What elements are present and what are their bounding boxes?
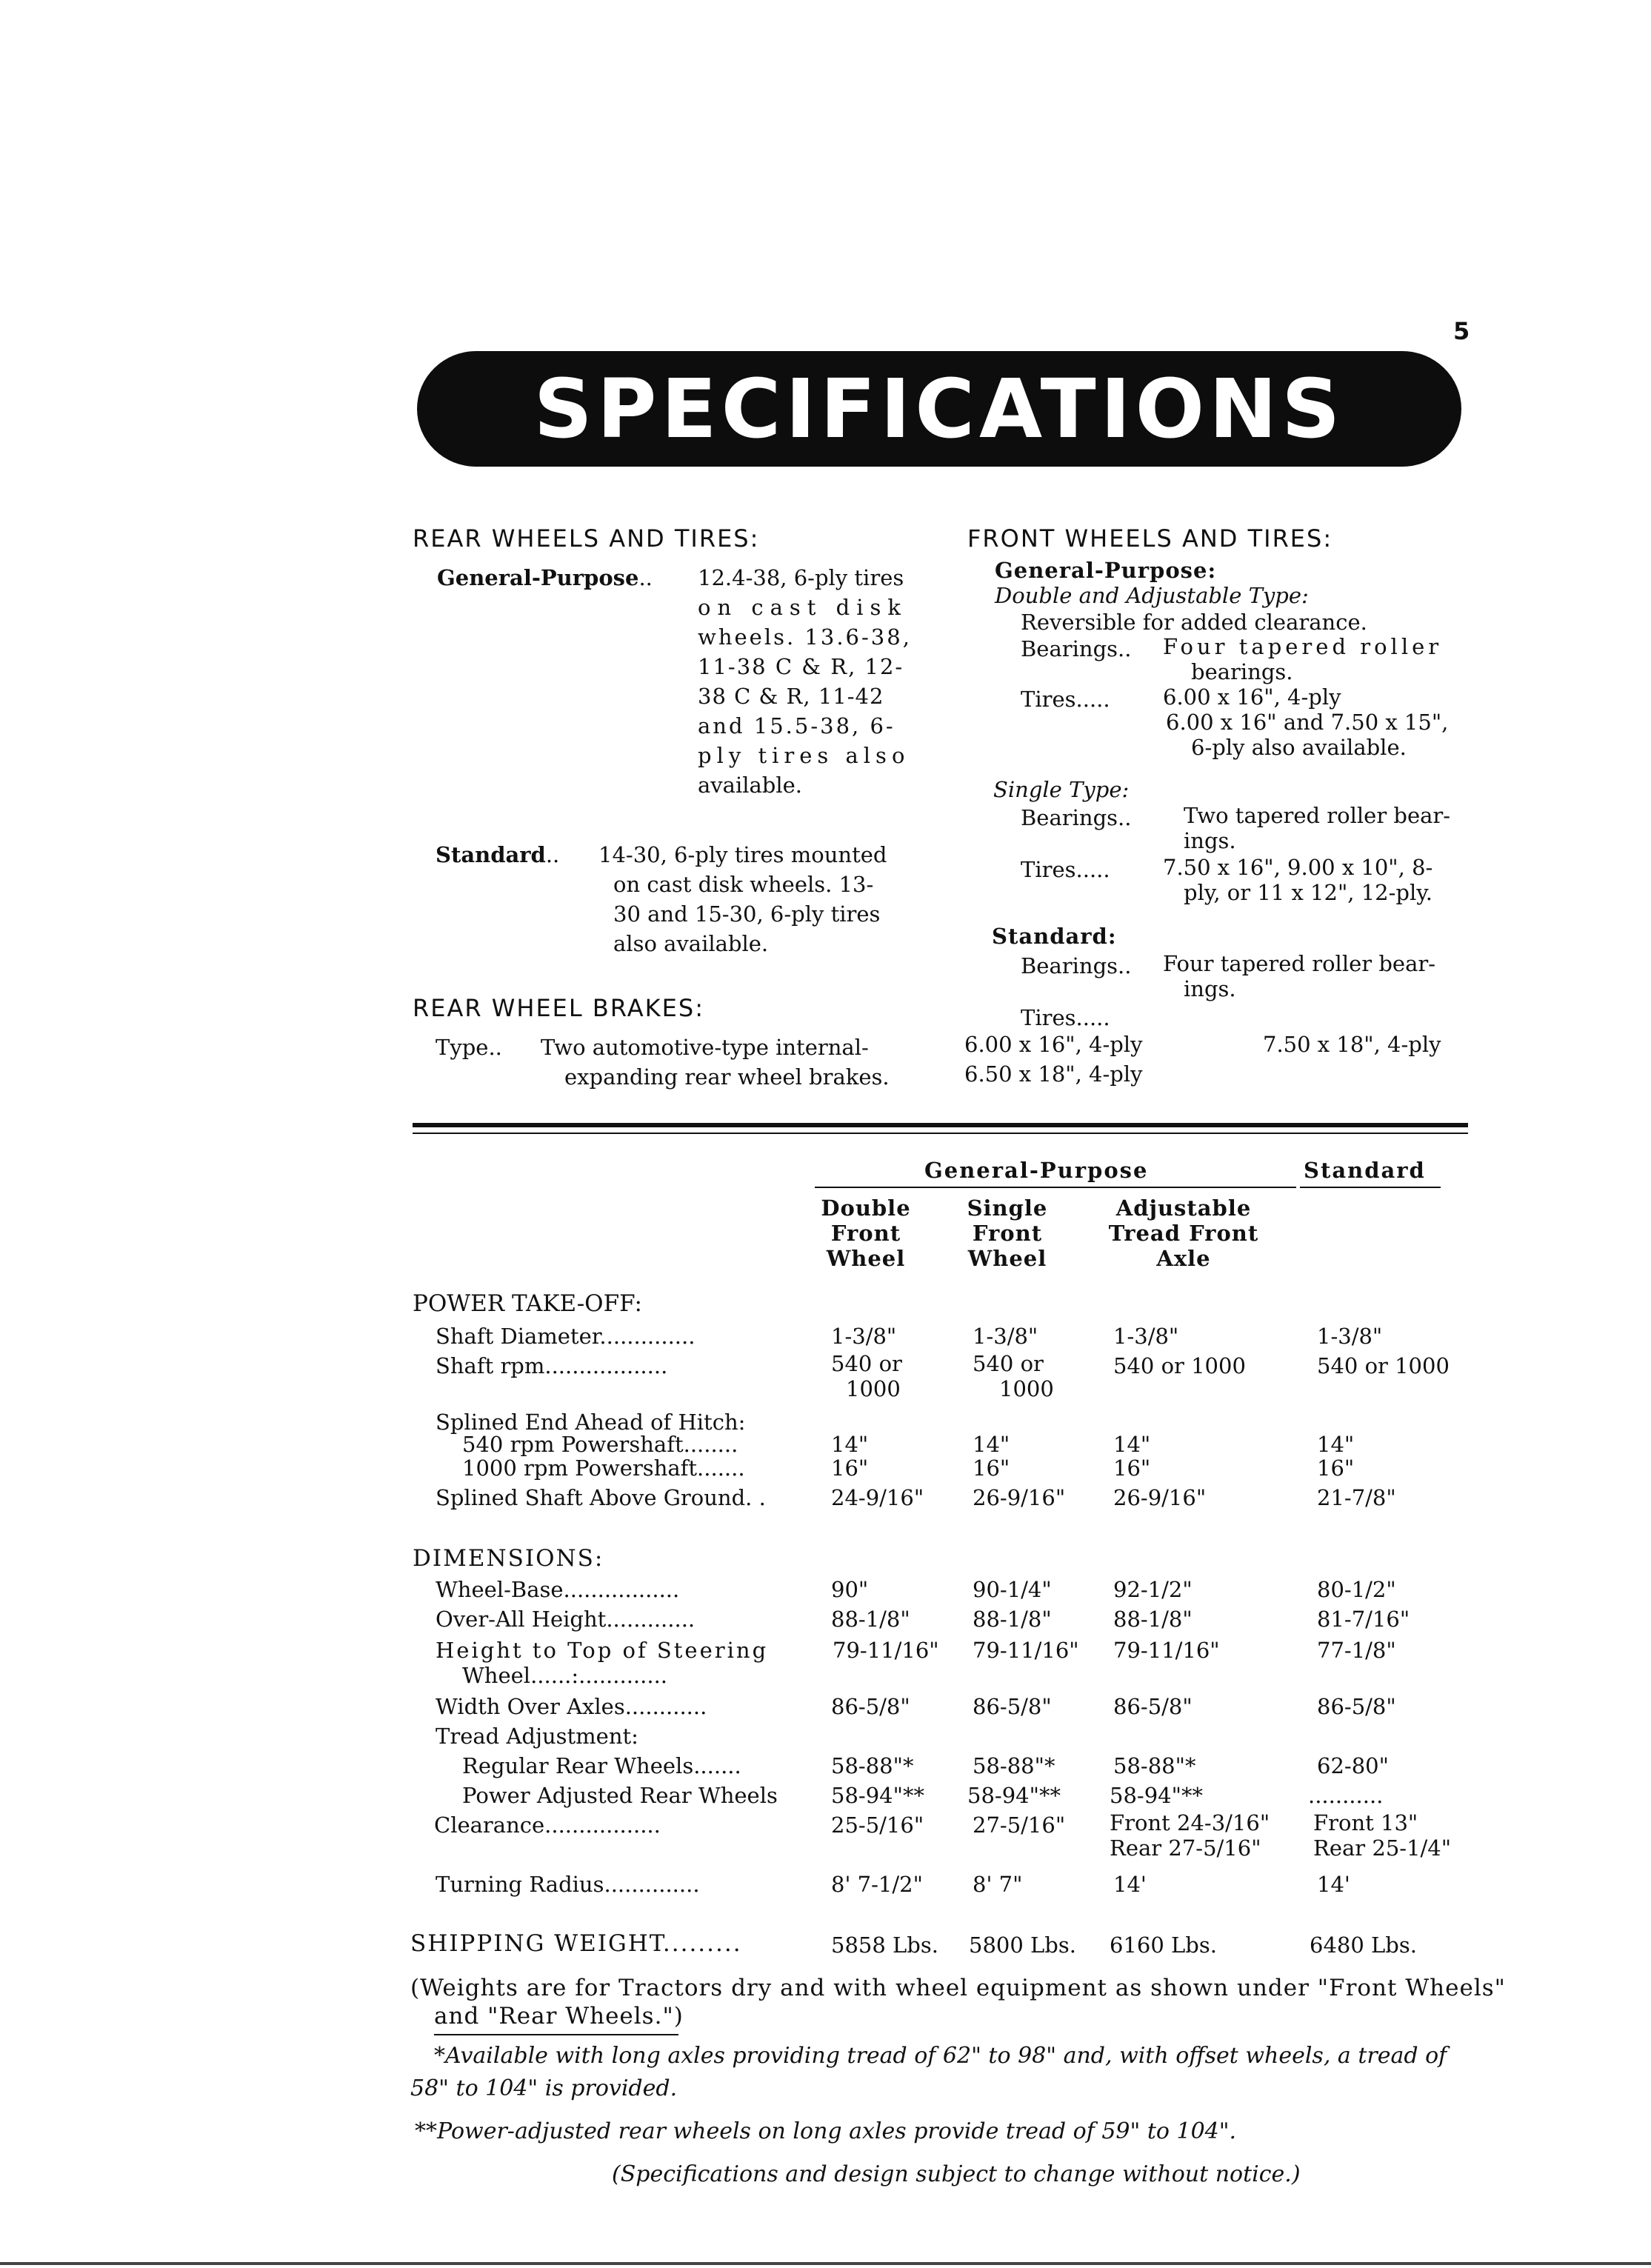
splined-end-label: Splined End Ahead of Hitch:	[436, 1410, 746, 1435]
footnote-rule	[434, 2034, 678, 2035]
standard-column-header: Standard	[1304, 1158, 1426, 1183]
power-rear-v3: 58-94"**	[1110, 1783, 1203, 1808]
front-wheels-heading: FRONT WHEELS AND TIRES:	[967, 524, 1333, 553]
steering-v2: 79-11/16"	[973, 1638, 1079, 1663]
shaft-diameter-label: Shaft Diameter..............	[436, 1324, 696, 1349]
footnote-1-line-1: *Available with long axles providing tread of 62" to 98" and, with offset wheels, a tread of	[434, 2043, 1447, 2069]
rear-std-label: Standard..	[436, 842, 560, 867]
regular-rear-v4: 62-80"	[1317, 1753, 1389, 1778]
regular-rear-label: Regular Rear Wheels.......	[462, 1753, 741, 1778]
dimensions-heading: DIMENSIONS:	[413, 1545, 604, 1572]
splined-shaft-v2: 26-9/16"	[973, 1485, 1066, 1510]
footnote-1-line-2: 58" to 104" is provided.	[410, 2075, 678, 2101]
rear-wheels-heading: REAR WHEELS AND TIRES:	[413, 524, 760, 553]
width-axles-v2: 86-5/8"	[973, 1694, 1052, 1719]
single-bearings-text: Two tapered roller bear- ings.	[1184, 803, 1451, 853]
col-header-adjustable: Adjustable Tread Front Axle	[1108, 1195, 1259, 1271]
overall-height-label: Over-All Height.............	[436, 1607, 696, 1632]
std-tires-text: 6.00 x 16", 4-ply 6.50 x 18", 4-ply	[964, 1032, 1143, 1087]
banner-title: SPECIFICATIONS	[533, 361, 1345, 456]
scan-edge-line	[0, 2262, 1651, 2265]
rpm540-v1: 14"	[831, 1432, 869, 1457]
double-bearings-text: Four tapered roller bearings.	[1163, 634, 1443, 684]
shaft-rpm-v2: 540 or 1000	[973, 1351, 1054, 1401]
col-header-double-front: Double Front Wheel	[821, 1195, 911, 1271]
regular-rear-v3: 58-88"*	[1113, 1753, 1196, 1778]
width-axles-v4: 86-5/8"	[1317, 1694, 1396, 1719]
splined-shaft-label: Splined Shaft Above Ground. .	[436, 1485, 766, 1510]
overall-height-v1: 88-1/8"	[831, 1607, 910, 1632]
splined-shaft-v4: 21-7/8"	[1317, 1485, 1396, 1510]
shipping-weight-v4: 6480 Lbs.	[1310, 1932, 1417, 1958]
regular-rear-v2: 58-88"*	[973, 1753, 1055, 1778]
shaft-diameter-v4: 1-3/8"	[1317, 1324, 1383, 1349]
wheel-base-label: Wheel-Base.................	[436, 1577, 680, 1602]
double-type-label: Double and Adjustable Type:	[995, 583, 1309, 608]
splined-shaft-v3: 26-9/16"	[1113, 1485, 1207, 1510]
brakes-heading: REAR WHEEL BRAKES:	[413, 994, 704, 1022]
turning-radius-v3: 14'	[1113, 1872, 1147, 1897]
pto-heading: POWER TAKE-OFF:	[413, 1290, 642, 1317]
std-bearings-text: Four tapered roller bear- ings.	[1163, 951, 1436, 1001]
turning-radius-v2: 8' 7"	[973, 1872, 1023, 1897]
rpm540-v2: 14"	[973, 1432, 1010, 1457]
double-tires-label: Tires.....	[1021, 687, 1110, 712]
rpm540-v3: 14"	[1113, 1432, 1151, 1457]
footnote-2: **Power-adjusted rear wheels on long axles provide tread of 59" to 104".	[415, 2118, 1237, 2144]
front-gp-label: General-Purpose:	[995, 558, 1217, 583]
weights-note-line-1: (Weights are for Tractors dry and with wheel equipment as shown under "Front Wheels"	[410, 1975, 1506, 2001]
clearance-v2: 27-5/16"	[973, 1812, 1066, 1838]
rear-std-text: 14-30, 6-ply tires mounted on cast disk wheels. 13- 30 and 15-30, 6-ply tires also available.	[598, 842, 887, 956]
section-divider-thick	[413, 1123, 1468, 1127]
turning-radius-label: Turning Radius..............	[436, 1872, 700, 1897]
std-bearings-label: Bearings..	[1021, 953, 1132, 978]
double-bearings-label: Bearings..	[1021, 636, 1132, 661]
std-tires-label: Tires.....	[1021, 1005, 1110, 1030]
turning-radius-v4: 14'	[1317, 1872, 1350, 1897]
shipping-weight-label: SHIPPING WEIGHT.........	[410, 1930, 742, 1957]
disclaimer: (Specifications and design subject to change without notice.)	[612, 2161, 1301, 2187]
std-tires-alt: 7.50 x 18", 4-ply	[1263, 1032, 1441, 1057]
page-number: 5	[1453, 317, 1470, 345]
shipping-weight-v1: 5858 Lbs.	[831, 1932, 938, 1958]
clearance-v1: 25-5/16"	[831, 1812, 924, 1838]
shaft-rpm-v4: 540 or 1000	[1317, 1353, 1450, 1378]
rpm1000-v3: 16"	[1113, 1455, 1151, 1481]
rpm540-label: 540 rpm Powershaft........	[462, 1432, 738, 1457]
brakes-type-label: Type..	[436, 1035, 502, 1060]
single-bearings-label: Bearings..	[1021, 805, 1132, 830]
steering-v4: 77-1/8"	[1317, 1638, 1396, 1663]
tread-adjustment-label: Tread Adjustment:	[436, 1724, 638, 1749]
shaft-rpm-v1: 540 or 1000	[831, 1351, 902, 1401]
width-axles-v1: 86-5/8"	[831, 1694, 910, 1719]
width-axles-v3: 86-5/8"	[1113, 1694, 1193, 1719]
single-tires-label: Tires.....	[1021, 857, 1110, 882]
wheel-base-v3: 92-1/2"	[1113, 1577, 1193, 1602]
double-tires-text: 6.00 x 16", 4-ply 6.00 x 16" and 7.50 x 15", 6-ply also available.	[1163, 684, 1449, 760]
shipping-weight-v3: 6160 Lbs.	[1110, 1932, 1217, 1958]
weights-note-line-2: and "Rear Wheels.")	[434, 2003, 684, 2029]
std-header-rule	[1300, 1187, 1441, 1188]
wheel-base-v2: 90-1/4"	[973, 1577, 1052, 1602]
clearance-label: Clearance.................	[434, 1812, 661, 1838]
rpm1000-v4: 16"	[1317, 1455, 1355, 1481]
shaft-diameter-v3: 1-3/8"	[1113, 1324, 1179, 1349]
front-std-label: Standard:	[992, 924, 1117, 949]
steering-v1: 79-11/16"	[833, 1638, 939, 1663]
wheel-base-v1: 90"	[831, 1577, 869, 1602]
brakes-type-text: Two automotive-type internal- expanding rear wheel brakes.	[541, 1035, 890, 1090]
shaft-diameter-v1: 1-3/8"	[831, 1324, 897, 1349]
steering-label: Height to Top of Steering	[436, 1638, 769, 1663]
rpm1000-v2: 16"	[973, 1455, 1010, 1481]
power-rear-v4: ...........	[1308, 1783, 1384, 1808]
shipping-weight-v2: 5800 Lbs.	[969, 1932, 1076, 1958]
clearance-v3: Front 24-3/16" Rear 27-5/16"	[1110, 1810, 1270, 1861]
steering-v3: 79-11/16"	[1113, 1638, 1220, 1663]
shaft-rpm-v3: 540 or 1000	[1113, 1353, 1246, 1378]
clearance-v4: Front 13" Rear 25-1/4"	[1313, 1810, 1452, 1861]
width-axles-label: Width Over Axles............	[436, 1694, 707, 1719]
power-rear-v1: 58-94"**	[831, 1783, 924, 1808]
splined-shaft-v1: 24-9/16"	[831, 1485, 924, 1510]
overall-height-v2: 88-1/8"	[973, 1607, 1052, 1632]
section-divider-thin	[413, 1133, 1468, 1134]
gp-header-rule	[815, 1187, 1296, 1188]
wheel-base-v4: 80-1/2"	[1317, 1577, 1396, 1602]
steering-label-2: Wheel......:.............	[462, 1663, 668, 1688]
rear-gp-label: General-Purpose..	[437, 565, 653, 590]
shaft-rpm-label: Shaft rpm..................	[436, 1353, 668, 1378]
gp-column-header: General-Purpose	[924, 1158, 1149, 1183]
regular-rear-v1: 58-88"*	[831, 1753, 914, 1778]
rpm1000-v1: 16"	[831, 1455, 869, 1481]
overall-height-v4: 81-7/16"	[1317, 1607, 1410, 1632]
single-type-label: Single Type:	[993, 777, 1130, 802]
shaft-diameter-v2: 1-3/8"	[973, 1324, 1038, 1349]
rpm540-v4: 14"	[1317, 1432, 1355, 1457]
col-header-single-front: Single Front Wheel	[967, 1195, 1048, 1271]
specifications-banner	[417, 351, 1461, 467]
single-tires-text: 7.50 x 16", 9.00 x 10", 8- ply, or 11 x 12", 12-ply.	[1163, 855, 1433, 905]
turning-radius-v1: 8' 7-1/2"	[831, 1872, 923, 1897]
overall-height-v3: 88-1/8"	[1113, 1607, 1193, 1632]
rpm1000-label: 1000 rpm Powershaft.......	[462, 1455, 745, 1481]
power-rear-label: Power Adjusted Rear Wheels	[462, 1783, 778, 1808]
rear-gp-text: 12.4-38, 6-ply tires on cast disk wheels. 13.6-38, 11-38 C & R, 12- 38 C & R, 11-42 and 15.5-38, 6- ply tires also available.	[698, 565, 912, 798]
power-rear-v2: 58-94"**	[967, 1783, 1061, 1808]
reversible-text: Reversible for added clearance.	[1021, 610, 1367, 635]
